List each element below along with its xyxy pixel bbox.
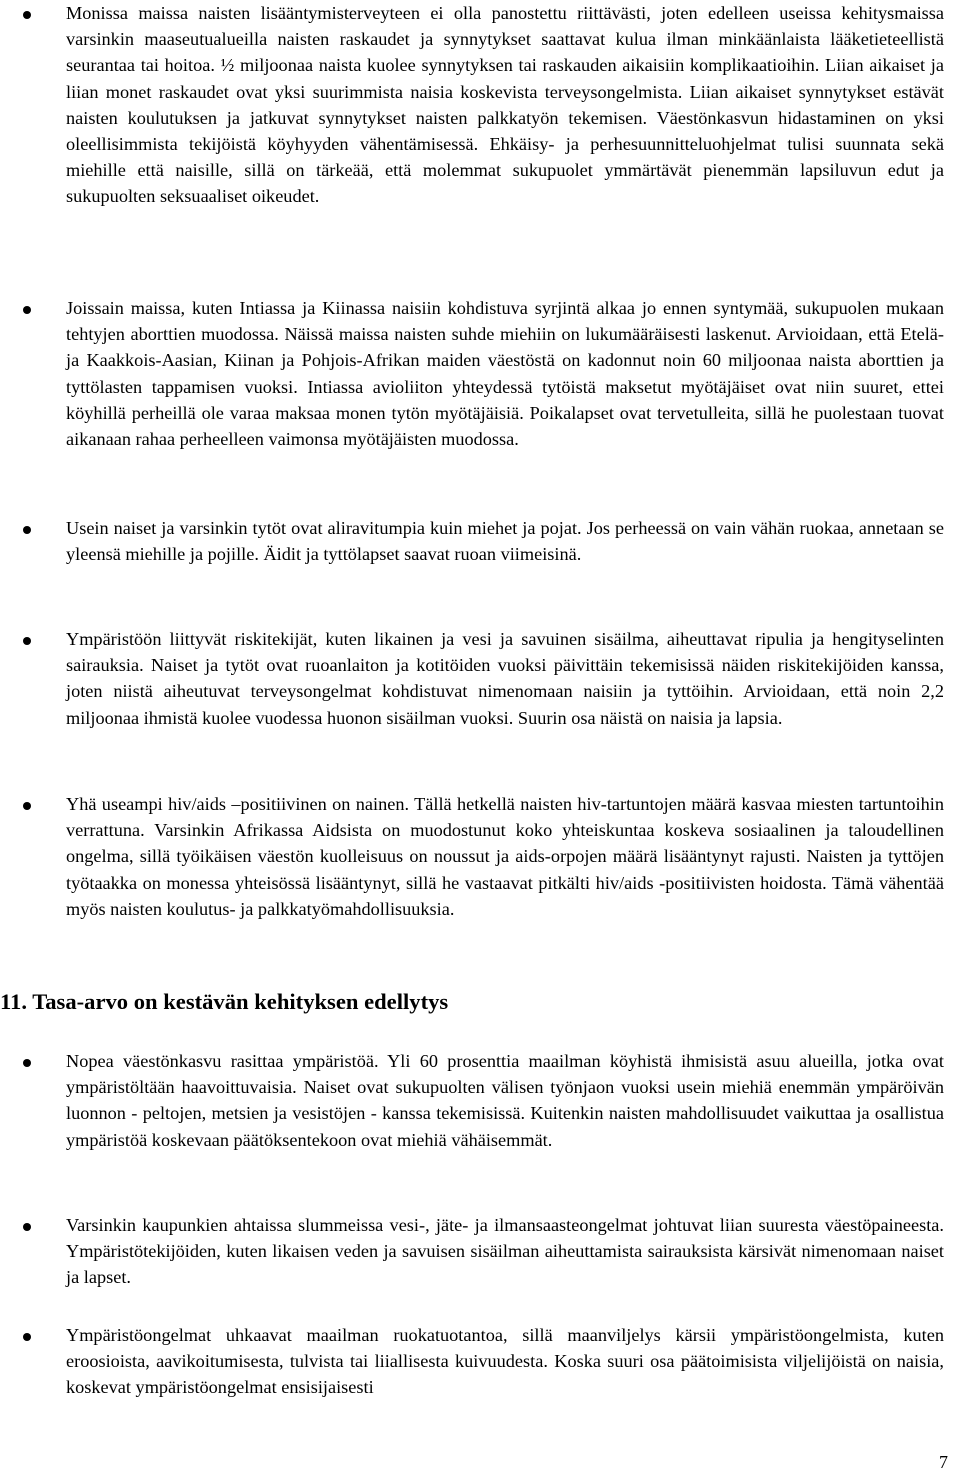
paragraph-malnutrition: Usein naiset ja varsinkin tytöt ovat aliravitumpia kuin miehet ja pojat. Jos perheessä on vain vähän ruokaa, annetaan se yleensä miehille ja pojille. Äidit ja tyttölapset saavat ruoan viimeisinä.	[66, 518, 944, 565]
paragraph-food-production: Ympäristöongelmat uhkaavat maailman ruokatuotantoa, sillä maanviljelys kärsii ympäristöongelmista, kuten eroosioista, aavikoitumisesta, tulvista tai liiallisesta kuivuudesta. Koska suuri osa päätoimisista viljelijöistä on naisia, koskevat ympäristöongelmat ensisijaisesti	[66, 1325, 944, 1398]
bullet-icon	[23, 306, 31, 314]
bullet-icon	[23, 637, 31, 645]
paragraph-slums: Varsinkin kaupunkien ahtaissa slummeissa vesi-, jäte- ja ilmansaasteongelmat johtuvat liian suuresta väestöpaineesta. Ympäristötekijöiden, kuten likaisen veden ja savuisen sisäilman aiheuttamista sairauksista kärsivät nimenomaan naiset ja lapset.	[66, 1215, 944, 1288]
paragraph-reproductive-health: Monissa maissa naisten lisääntymisterveyteen ei olla panostettu riittävästi, joten edelleen useissa kehitysmaissa varsinkin maaseutualueilla naisten raskaudet ja synnytykset saattavat kulua ilman minkäänlaista lääketieteellistä seurantaa tai hoitoa. ½ miljoonaa naista kuolee synnytyksen tai raskauden aikaisiin komplikaatioihin. Liian aikaiset ja liian monet raskaudet ovat yksi suurimmista naisia koskevista terveysongelmista. Liian aikaiset synnytykset estävät naisten koulutuksen ja jatkuvat synnytykset naisten palkkatyön tekemisen. Väestönkasvun hidastaminen on yksi oleellisimmista tekijöistä köyhyyden vähentämisessä. Ehkäisy- ja perhesuunnitteluohjelmat tulisi suunnata sekä miehille että naisille, sillä on tärkeää, että molemmat sukupuolet ymmärtävät pienemmän lapsiluvun edut ja sukupuolten seksuaaliset oikeudet.	[66, 3, 944, 207]
paragraph-population-growth: Nopea väestönkasvu rasittaa ympäristöä. Yli 60 prosenttia maailman köyhistä ihmisistä asuu alueilla, jotka ovat ympäristöltään haavoittuvaisia. Naiset ovat sukupuolten välisen työnjaon vuoksi usein miehiä enemmän ympäröivän luonnon - peltojen, metsien ja vesistöjen - kanssa tekemisissä. Kuitenkin naisten mahdollisuudet vaikuttaa ja osallistua ympäristöä koskevaan päätöksentekoon ovat miehiä vähäisemmät.	[66, 1051, 944, 1150]
bullet-icon	[23, 11, 31, 19]
bullet-icon	[23, 1223, 31, 1231]
bullet-icon	[23, 802, 31, 810]
page-number: 7	[939, 1452, 948, 1472]
paragraph-environmental-risks: Ympäristöön liittyvät riskitekijät, kuten likainen ja vesi ja savuinen sisäilma, aiheuttavat ripulia ja hengityselinten sairauksia. Naiset ja tytöt ovat ruoanlaiton ja kotitöiden vuoksi päivittäin tekemisissä näiden riskitekijöiden kanssa, joten niistä aiheutuvat terveysongelmat kohdistuvat nimenomaan naisiin ja tyttöihin. Arvioidaan, että noin 2,2 miljoonaa ihmistä kuolee vuodessa huonon sisäilman vuoksi. Suurin osa näistä on naisia ja lapsia.	[66, 629, 944, 728]
section-heading: 11. Tasa-arvo on kestävän kehityksen edellytys	[0, 989, 449, 1014]
bullet-icon	[23, 526, 31, 534]
bullet-icon	[23, 1333, 31, 1341]
bullet-icon	[23, 1059, 31, 1067]
paragraph-sex-selective-abortion: Joissain maissa, kuten Intiassa ja Kiinassa naisiin kohdistuva syrjintä alkaa jo ennen syntymää, sukupuolen mukaan tehtyjen aborttien muodossa. Näissä maissa naisten suhde miehiin on lukumääräisesti laskenut. Arvioidaan, että Etelä- ja Kaakkois-Aasian, Kiinan ja Pohjois-Afrikan maiden väestöstä on kadonnut noin 60 miljoonaa naista aborttien ja tyttölasten tappamisen vuoksi. Intiassa avioliiton yhteydessä tytöistä maksetut myötäjäiset ovat niin suuret, ettei köyhillä perheillä ole varaa maksaa monen tytön myötäjäisiä. Poikalapset ovat tervetulleita, sillä he puolestaan tuovat aikanaan rahaa perheelleen vaimonsa myötäjäisten muodossa.	[66, 298, 944, 450]
paragraph-hiv-aids: Yhä useampi hiv/aids –positiivinen on nainen. Tällä hetkellä naisten hiv-tartuntojen määrä kasvaa miesten tartuntoihin verrattuna. Varsinkin Afrikassa Aidsista on muodostunut koko yhteiskuntaa koskeva sosiaalinen ja taloudellinen ongelma, sillä työikäisen väestön kuolleisuus on noussut ja aids-orpojen määrä lisääntynyt rajusti. Naisten ja tyttöjen työtaakka on monessa yhteisössä lisääntynyt, sillä he vastaavat pitkälti hiv/aids -positiivisten hoidosta. Tämä vähentää myös naisten koulutus- ja palkkatyömahdollisuuksia.	[66, 794, 944, 919]
